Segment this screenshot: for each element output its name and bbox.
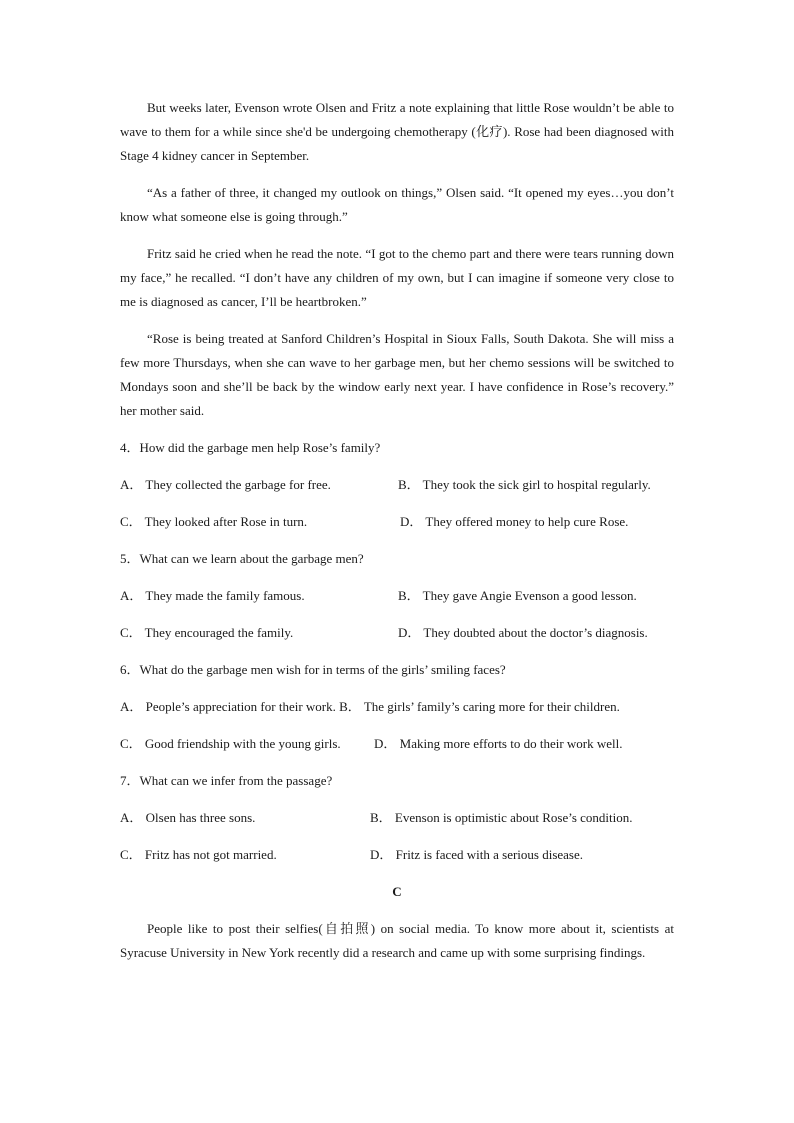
question-6-option-c: C． Good friendship with the young girls. — [120, 736, 341, 751]
question-4-options-row-1 — [120, 473, 674, 497]
section-c-paragraph-1: People like to post their selfies(自拍照) on social media. To know more about it, scientists at Syracuse University in New York recently did a research and came up with some surprising findings. — [120, 921, 674, 960]
question-4-option-d: D． They offered money to help cure Rose. — [400, 514, 629, 529]
question-7-option-b: B． Evenson is optimistic about Rose’s condition. — [370, 810, 633, 825]
question-4-option-c: C． They looked after Rose in turn. — [120, 514, 308, 529]
question-5-option-c: C． They encouraged the family. — [120, 625, 294, 640]
question-7-stem: 7．What can we infer from the passage? — [120, 773, 333, 788]
section-c-heading: C — [392, 884, 402, 899]
passage-paragraph-3: Fritz said he cried when he read the note. “I got to the chemo part and there were tears running down my face,” he recalled. “I don’t have any children of my own, but I can imagine if someone very close to me is diagnosed as cancer, I’ll be heartbroken.” — [120, 246, 674, 309]
question-5-stem: 5．What can we learn about the garbage men? — [120, 551, 364, 566]
document-page — [120, 96, 674, 978]
question-4-option-b: B． They took the sick girl to hospital regularly. — [398, 477, 651, 492]
question-5-option-d: D． They doubted about the doctor’s diagnosis. — [398, 625, 648, 640]
question-6-stem: 6．What do the garbage men wish for in terms of the girls’ smiling faces? — [120, 662, 506, 677]
question-7-options-row-1 — [120, 806, 674, 830]
question-6-option-d: D． Making more efforts to do their work well. — [374, 736, 623, 751]
question-5-options-row-1 — [120, 584, 674, 608]
question-5-options-row-2 — [120, 621, 674, 645]
question-7-options-row-2 — [120, 843, 674, 867]
question-5-option-a: A． They made the family famous. — [120, 588, 305, 603]
question-4-stem: 4．How did the garbage men help Rose’s family? — [120, 440, 381, 455]
passage-paragraph-4: “Rose is being treated at Sanford Children’s Hospital in Sioux Falls, South Dakota. She will miss a few more Thursdays, when she can wave to her garbage men, but her chemo sessions will be switched to Mondays soon and she’ll be back by the window early next year. I have confidence in Rose’s recovery.” her mother said. — [120, 331, 674, 418]
question-7-option-d: D． Fritz is faced with a serious disease. — [370, 847, 584, 862]
passage-paragraph-1: But weeks later, Evenson wrote Olsen and Fritz a note explaining that little Rose wouldn’t be able to wave to them for a while since she'd be undergoing chemotherapy (化疗). Rose had been diagnosed with Stage 4 kidney cancer in September. — [120, 100, 674, 163]
question-7-option-a: A． Olsen has three sons. — [120, 810, 256, 825]
question-6-options-a-b: A． People’s appreciation for their work. B． The girls’ family’s caring more for their children. — [120, 699, 620, 714]
passage-paragraph-2: “As a father of three, it changed my outlook on things,” Olsen said. “It opened my eyes…you don’t know what someone else is going through.” — [120, 185, 674, 224]
question-5-option-b: B． They gave Angie Evenson a good lesson. — [398, 588, 637, 603]
question-7-option-c: C． Fritz has not got married. — [120, 847, 277, 862]
question-4-option-a: A． They collected the garbage for free. — [120, 477, 331, 492]
question-4-options-row-2 — [120, 510, 674, 534]
question-6-options-row-2 — [120, 732, 674, 756]
